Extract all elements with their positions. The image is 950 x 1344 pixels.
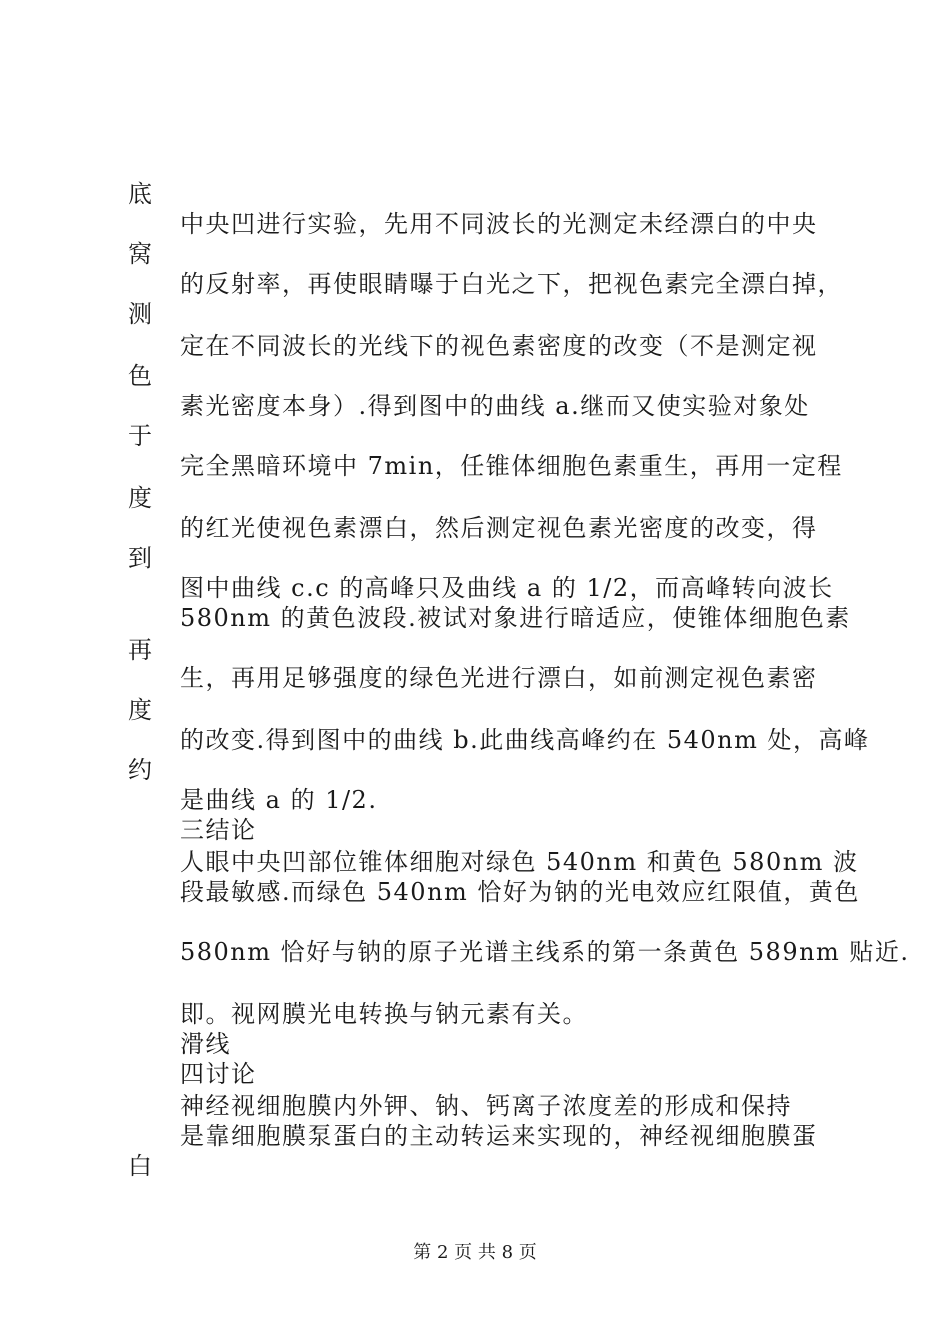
body-line: 即。视网膜光电转换与钠元素有关。	[180, 1000, 588, 1028]
margin-char: 度	[128, 696, 152, 724]
body-line: 图中曲线 c.c 的高峰只及曲线 a 的 1/2，而高峰转向波长	[180, 574, 834, 602]
body-line: 是曲线 a 的 1/2.	[180, 786, 378, 814]
body-line: 滑线	[180, 1030, 231, 1058]
body-line: 完全黑暗环境中 7min，任锥体细胞色素重生，再用一定程	[180, 452, 843, 480]
body-line: 的红光使视色素漂白，然后测定视色素光密度的改变，得	[180, 514, 818, 542]
body-line: 素光密度本身）.得到图中的曲线 a.继而又使实验对象处	[180, 392, 810, 420]
margin-char: 底	[128, 180, 152, 208]
margin-char: 白	[128, 1152, 152, 1180]
body-line: 神经视细胞膜内外钾、钠、钙离子浓度差的形成和保持	[180, 1092, 792, 1120]
body-line: 段最敏感.而绿色 540nm 恰好为钠的光电效应红限值，黄色	[180, 878, 860, 906]
body-line: 580nm 的黄色波段.被试对象进行暗适应，使锥体细胞色素	[180, 604, 851, 632]
page-footer: 第 2 页 共 8 页	[413, 1242, 537, 1263]
body-line: 定在不同波长的光线下的视色素密度的改变（不是测定视	[180, 332, 818, 360]
margin-char: 约	[128, 756, 152, 784]
body-line: 是靠细胞膜泵蛋白的主动转运来实现的，神经视细胞膜蛋	[180, 1122, 818, 1150]
section-heading: 四讨论	[180, 1060, 257, 1088]
margin-char: 测	[128, 300, 152, 328]
body-line: 生，再用足够强度的绿色光进行漂白，如前测定视色素密	[180, 664, 818, 692]
margin-char: 到	[128, 544, 152, 572]
body-line: 人眼中央凹部位锥体细胞对绿色 540nm 和黄色 580nm 波	[180, 848, 859, 876]
margin-char: 色	[128, 362, 152, 390]
body-line: 580nm 恰好与钠的原子光谱主线系的第一条黄色 589nm 贴近.	[180, 938, 910, 966]
margin-char: 再	[128, 636, 152, 664]
margin-char: 于	[128, 422, 152, 450]
section-heading: 三结论	[180, 816, 257, 844]
margin-char: 度	[128, 484, 152, 512]
body-line: 的反射率，再使眼睛曝于白光之下，把视色素完全漂白掉，	[180, 270, 843, 298]
margin-char: 窝	[128, 240, 152, 268]
body-line: 的改变.得到图中的曲线 b.此曲线高峰约在 540nm 处，高峰	[180, 726, 870, 754]
body-line: 中央凹进行实验，先用不同波长的光测定未经漂白的中央	[180, 210, 818, 238]
